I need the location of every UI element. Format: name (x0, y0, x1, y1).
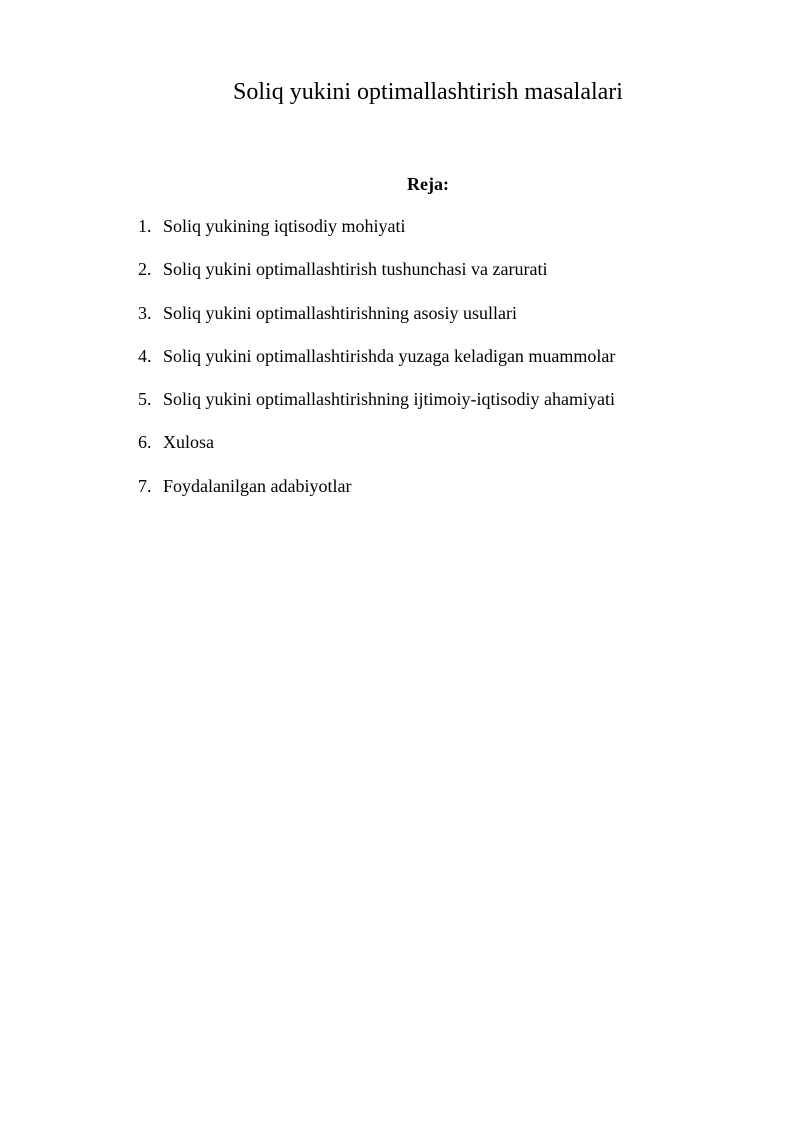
plan-item-number: 1. (138, 216, 152, 236)
plan-item-text: Xulosa (163, 432, 214, 453)
plan-item-number: 6. (138, 432, 152, 453)
plan-item-number: 7. (138, 475, 152, 496)
plan-item-text: Soliq yukining iqtisodiy mohiyati (163, 216, 406, 236)
plan-item-number: 5. (138, 389, 152, 410)
plan-item (138, 301, 615, 325)
plan-item (138, 387, 615, 411)
plan-item-number: 4. (138, 345, 152, 366)
plan-item-text: Soliq yukini optimallashtirish tushunchasi va zarurati (163, 259, 548, 280)
plan-item (138, 474, 615, 498)
plan-item-number: 3. (138, 302, 152, 323)
plan-item-text: Soliq yukini optimallashtirishning asosiy usullari (163, 302, 517, 323)
document-title: Soliq yukini optimallashtirish masalalari (233, 79, 623, 105)
plan-item-text: Foydalanilgan adabiyotlar (163, 475, 352, 496)
plan-item (138, 214, 615, 238)
plan-item-number: 2. (138, 259, 152, 280)
plan-item (138, 257, 615, 281)
plan-item (138, 430, 615, 454)
plan-item (138, 344, 615, 368)
plan-heading: Reja: (407, 174, 449, 194)
plan-item-text: Soliq yukini optimallashtirishning ijtimoiy-iqtisodiy ahamiyati (163, 389, 615, 410)
plan-item-text: Soliq yukini optimallashtirishda yuzaga keladigan muammolar (163, 345, 616, 366)
plan-list (138, 214, 615, 517)
